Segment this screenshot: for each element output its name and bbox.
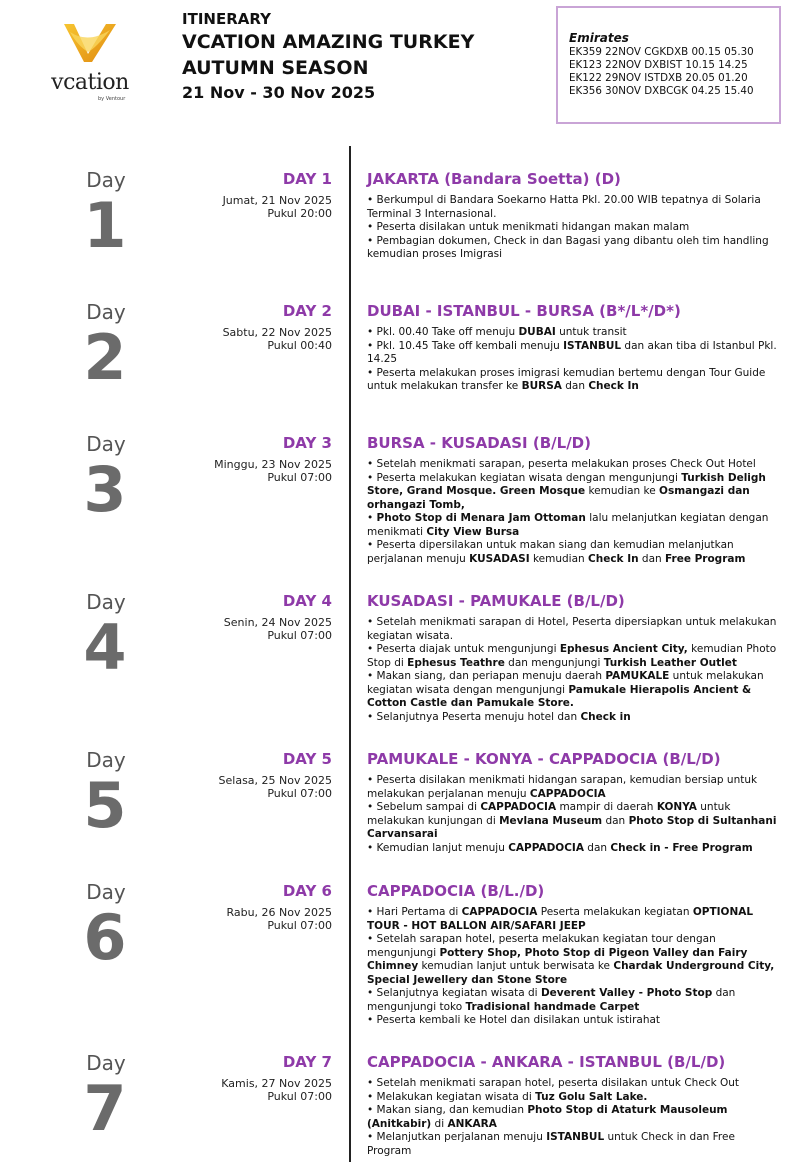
flight-line: EK122 29NOV ISTDXB 20.05 01.20 [569, 72, 748, 84]
day-title: CAPPADOCIA (B/L./D) [367, 882, 545, 900]
text: Setelah sarapan hotel, peserta melakukan kegiatan tour dengan mengunjungi [367, 933, 716, 959]
day-date-text: Rabu, 26 Nov 2025 [226, 906, 332, 919]
day-number: 7 [83, 1072, 127, 1145]
bold-text: Pamukale Hierapolis Ancient & Cotton Castle dan Pamukale Store. [367, 683, 752, 709]
bullet-item: • Peserta disilakan menikmati hidangan sarapan, kemudian bersiap untuk melakukan perjalanan menuju CAPPADOCIA [367, 774, 758, 800]
day-word: Day [86, 590, 126, 614]
day-label: DAY 1 [282, 170, 332, 188]
text: dan [583, 841, 611, 854]
text: Setelah menikmati sarapan hotel, peserta disilakan untuk Check Out [376, 1077, 740, 1089]
day-title: KUSADASI - PAMUKALE (B/L/D) [367, 592, 625, 610]
day-label: DAY 7 [282, 1053, 332, 1071]
text: di [431, 1117, 448, 1130]
text: Peserta disilakan untuk menikmati hidangan makan malam [376, 221, 690, 233]
text: untuk melakukan kunjungan di [367, 801, 731, 827]
text: Berkumpul di Bandara Soekarno Hatta Pkl. 20.00 WIB tepatnya di Solaria Terminal 3 Internasional. [367, 194, 761, 220]
day-title: CAPPADOCIA - ANKARA - ISTANBUL (B/L/D) [367, 1053, 726, 1071]
header-label: ITINERARY [182, 10, 271, 28]
day-time-text: Pukul 07:00 [267, 787, 332, 800]
day-label: DAY 6 [282, 882, 332, 900]
text: Peserta melakukan kegiatan wisata dengan mengunjungi [376, 471, 682, 484]
bold-text: Deverent Valley - Photo Stop [540, 987, 713, 999]
flight-line: EK356 30NOV DXBCGK 04.25 15.40 [569, 85, 754, 97]
text: untuk Check in dan Free Program [367, 1131, 735, 1157]
bullet-item: • Peserta melakukan proses imigrasi kemudian bertemu dengan Tour Guide untuk melakukan transfer ke BURSA dan Check In [367, 366, 766, 392]
text: Makan siang, dan periapan menuju daerah [376, 670, 606, 682]
day-date [221, 1077, 332, 1103]
bold-text: Chardak Underground City, Special Jewellery dan Stone Store [367, 960, 775, 986]
day-word: Day [86, 300, 126, 324]
day-label: DAY 4 [282, 592, 332, 610]
bold-text: Ephesus Ancient City, [559, 643, 688, 655]
text: Peserta kembali ke Hotel dan disilakan untuk istirahat [376, 1014, 661, 1026]
header-title-line1: VCATION AMAZING TURKEY [182, 31, 475, 53]
bullet-item: • Pkl. 10.45 Take off kembali menuju ISTANBUL dan akan tiba di Istanbul Pkl. 14.25 [367, 339, 777, 365]
bullet-item: • Makan siang, dan kemudian Photo Stop di Ataturk Mausoleum (Anitkabir) di ANKARA [367, 1104, 728, 1130]
day-word: Day [86, 168, 126, 192]
bullet-item: • Pembagian dokumen, Check in dan Bagasi yang dibantu oleh tim handling kemudian proses Imigrasi [367, 234, 769, 260]
bullet-item: • Makan siang, dan periapan menuju daerah PAMUKALE untuk melakukan kegiatan wisata dengan mengunjungi Pamukale Hierapolis Ancient & Cotton Castle dan Pamukale Store. [367, 670, 764, 709]
airline-name: Emirates [569, 31, 629, 45]
header-title-line2: AUTUMN SEASON [182, 57, 369, 79]
bullet-item: • Hari Pertama di CAPPADOCIA Peserta melakukan kegiatan OPTIONAL TOUR - HOT BALLON AIR/SAFARI JEEP [367, 906, 754, 932]
day-date [226, 906, 332, 932]
day-details [367, 458, 782, 566]
text: kemudian [529, 552, 589, 565]
day-word: Day [86, 880, 126, 904]
bold-text: KUSADASI [469, 552, 530, 565]
logo-wordmark: vcation [51, 70, 129, 95]
day-time-text: Pukul 07:00 [267, 629, 332, 642]
bold-text: OPTIONAL TOUR - HOT BALLON AIR/SAFARI JEEP [367, 906, 754, 932]
day-date [214, 458, 332, 484]
bold-text: CAPPADOCIA [461, 906, 538, 918]
bullet-item: • Kemudian lanjut menuju CAPPADOCIA dan Check in - Free Program [367, 841, 753, 854]
text: Pkl. 00.40 Take off menuju [376, 326, 519, 338]
itinerary-header [182, 10, 542, 104]
day-date [223, 194, 332, 220]
bold-text: Check in - Free Program [610, 841, 753, 854]
text: dan [638, 552, 666, 565]
text: Makan siang, dan kemudian [376, 1104, 528, 1116]
bullet-item: • Peserta kembali ke Hotel dan disilakan untuk istirahat [367, 1014, 661, 1026]
bold-text: Tuz Golu Salt Lake. [535, 1090, 648, 1103]
day-date [219, 774, 332, 800]
text: Sebelum sampai di [376, 801, 481, 813]
text: Hari Pertama di [376, 906, 462, 918]
text: Selanjutnya kegiatan wisata di [376, 987, 541, 999]
bold-text: Pottery Shop, Photo Stop di Pigeon Valley dan Fairy Chimney [367, 946, 748, 972]
bold-text: CAPPADOCIA [529, 787, 606, 800]
day-number: 2 [83, 321, 127, 394]
day-details [367, 1077, 782, 1158]
day-title: PAMUKALE - KONYA - CAPPADOCIA (B/L/D) [367, 750, 721, 768]
text: dan akan tiba di Istanbul Pkl. 14.25 [367, 339, 777, 365]
bold-text: Mevlana Museum [499, 814, 603, 827]
bold-text: DUBAI [518, 326, 556, 338]
text: dan [561, 380, 589, 392]
bullet-item: • Peserta melakukan kegiatan wisata dengan mengunjungi Turkish Deligh Store, Grand Mosque. Green Mosque kemudian ke Osmangazi dan orhangazi Tomb, [367, 471, 766, 511]
text: lalu melanjutkan kegiatan dengan menikmati [367, 512, 769, 538]
text: kemudian lanjut untuk berwisata ke [418, 960, 614, 972]
header-dates: 21 Nov - 30 Nov 2025 [182, 83, 376, 102]
text: untuk melakukan kegiatan wisata dengan mengunjungi [367, 670, 764, 696]
bullet-item: • Setelah menikmati sarapan, peserta melakukan proses Check Out Hotel [367, 458, 756, 470]
text: dan [602, 814, 629, 827]
text: Pembagian dokumen, Check in dan Bagasi yang dibantu oleh tim handling kemudian proses Imigrasi [367, 234, 769, 260]
bullet-item: • Sebelum sampai di CAPPADOCIA mampir di daerah KONYA untuk melakukan kunjungan di Mevlana Museum dan Photo Stop di Sultanhani Carvansarai [367, 801, 777, 840]
text: Peserta disilakan menikmati hidangan sarapan, kemudian bersiap untuk melakukan perjalanan menuju [367, 774, 758, 800]
day-date-text: Kamis, 27 Nov 2025 [221, 1077, 332, 1090]
day-date-text: Selasa, 25 Nov 2025 [218, 774, 332, 787]
bullet-item: • Melanjutkan perjalanan menuju ISTANBUL untuk Check in dan Free Program [367, 1131, 735, 1157]
day-date-text: Minggu, 23 Nov 2025 [214, 458, 332, 471]
bullet-item: • Selanjutnya kegiatan wisata di Deverent Valley - Photo Stop dan mengunjungi toko Tradisional handmade Carpet [367, 987, 736, 1013]
timeline-divider [349, 146, 351, 1162]
day-date [224, 616, 332, 642]
bold-text: Check In [588, 380, 639, 392]
brand-logo [40, 18, 140, 108]
bullet-item: • Photo Stop di Menara Jam Ottoman lalu melanjutkan kegiatan dengan menikmati City View Bursa [367, 512, 769, 538]
text: kemudian Photo Stop di [367, 643, 777, 669]
bold-text: Tradisional handmade Carpet [465, 1000, 640, 1013]
day-title: BURSA - KUSADASI (B/L/D) [367, 434, 591, 452]
day-time-text: Pukul 20:00 [267, 207, 332, 220]
bullet-item: • Setelah sarapan hotel, peserta melakukan kegiatan tour dengan mengunjungi Pottery Shop, Photo Stop di Pigeon Valley dan Fairy Chimney kemudian lanjut untuk berwisata ke Chardak Underground City, Special Jewellery dan Stone Store [367, 933, 775, 986]
day-label: DAY 3 [282, 434, 332, 452]
text: dan mengunjungi [504, 656, 604, 669]
bullet-item: • Selanjutnya Peserta menuju hotel dan Check in [367, 710, 631, 723]
day-word: Day [86, 748, 126, 772]
bold-text: City View Bursa [426, 525, 520, 538]
text: Peserta diajak untuk mengunjungi [376, 643, 560, 655]
bullet-item: • Berkumpul di Bandara Soekarno Hatta Pkl. 20.00 WIB tepatnya di Solaria Terminal 3 Internasional. [367, 194, 761, 220]
day-details [367, 616, 782, 724]
text: dan mengunjungi toko [367, 987, 736, 1013]
day-time-text: Pukul 07:00 [267, 471, 332, 484]
bold-text: Photo Stop di Sultanhani Carvansarai [367, 814, 777, 840]
bullet-item: • Peserta diajak untuk mengunjungi Ephesus Ancient City, kemudian Photo Stop di Ephesus Teathre dan mengunjungi Turkish Leather Outlet [367, 643, 777, 669]
bold-text: Photo Stop di Ataturk Mausoleum (Anitkabir) [367, 1104, 728, 1130]
flight-info-box [556, 6, 781, 124]
text: Kemudian lanjut menuju [376, 841, 509, 854]
bold-text: CAPPADOCIA [480, 801, 557, 813]
logo-v-icon [40, 18, 140, 74]
day-number: 6 [83, 901, 127, 974]
bold-text: Check In [588, 552, 639, 565]
day-details [367, 906, 782, 1028]
day-number: 1 [83, 189, 127, 262]
text: kemudian ke [585, 485, 660, 497]
day-word: Day [86, 1051, 126, 1075]
day-time-text: Pukul 00:40 [267, 339, 332, 352]
bold-text: Photo Stop di Menara Jam Ottoman [376, 512, 586, 524]
bold-text: ISTANBUL [563, 339, 622, 352]
day-number: 3 [83, 453, 127, 526]
day-details [367, 326, 782, 394]
day-number: 5 [83, 769, 127, 842]
day-title: JAKARTA (Bandara Soetta) (D) [367, 170, 621, 188]
text: untuk transit [555, 326, 627, 338]
day-date [223, 326, 332, 352]
bold-text: PAMUKALE [605, 670, 670, 682]
text: Melanjutkan perjalanan menuju [376, 1131, 547, 1143]
day-date-text: Sabtu, 22 Nov 2025 [222, 326, 332, 339]
day-time-text: Pukul 07:00 [267, 1090, 332, 1103]
text: Melakukan kegiatan wisata di [376, 1090, 536, 1103]
day-details [367, 194, 782, 262]
bold-text: Osmangazi dan orhangazi Tomb, [367, 485, 750, 511]
bold-text: Turkish Deligh Store, Grand Mosque. Green Mosque [367, 471, 766, 497]
text: Selanjutnya Peserta menuju hotel dan [376, 710, 581, 723]
bold-text: Free Program [665, 552, 746, 565]
text: Pkl. 10.45 Take off kembali menuju [376, 339, 564, 352]
bold-text: Ephesus Teathre [407, 656, 505, 669]
text: mampir di daerah [556, 801, 657, 813]
day-time-text: Pukul 07:00 [267, 919, 332, 932]
day-label: DAY 5 [282, 750, 332, 768]
bullet-item: • Peserta disilakan untuk menikmati hidangan makan malam [367, 221, 690, 233]
day-word: Day [86, 432, 126, 456]
bold-text: Check in [580, 710, 631, 723]
flight-line: EK359 22NOV CGKDXB 00.15 05.30 [569, 46, 754, 58]
bold-text: BURSA [521, 380, 562, 392]
text: Peserta melakukan proses imigrasi kemudian bertemu dengan Tour Guide untuk melakukan transfer ke [367, 366, 766, 392]
day-label: DAY 2 [282, 302, 332, 320]
bullet-item: • Setelah menikmati sarapan hotel, peserta disilakan untuk Check Out [367, 1077, 740, 1089]
bullet-item: • Peserta dipersilakan untuk makan siang dan kemudian melanjutkan perjalanan menuju KUSADASI kemudian Check In dan Free Program [367, 539, 746, 565]
bold-text: ANKARA [447, 1117, 497, 1130]
day-number: 4 [83, 611, 127, 684]
text: Peserta melakukan kegiatan [537, 906, 693, 918]
day-title: DUBAI - ISTANBUL - BURSA (B*/L*/D*) [367, 302, 681, 320]
text: Setelah menikmati sarapan di Hotel, Peserta dipersiapkan untuk melakukan kegiatan wisata. [367, 616, 777, 642]
text: Peserta dipersilakan untuk makan siang dan kemudian melanjutkan perjalanan menuju [367, 539, 734, 565]
day-date-text: Senin, 24 Nov 2025 [223, 616, 332, 629]
bullet-item: • Setelah menikmati sarapan di Hotel, Peserta dipersiapkan untuk melakukan kegiatan wisata. [367, 616, 777, 642]
day-date-text: Jumat, 21 Nov 2025 [222, 194, 332, 207]
logo-subtext: by Ventour [98, 96, 126, 102]
text: Setelah menikmati sarapan, peserta melakukan proses Check Out Hotel [376, 458, 756, 470]
bullet-item: • Melakukan kegiatan wisata di Tuz Golu Salt Lake. [367, 1090, 648, 1103]
bullet-item: • Pkl. 00.40 Take off menuju DUBAI untuk transit [367, 326, 627, 338]
bold-text: CAPPADOCIA [508, 841, 584, 854]
day-details [367, 774, 782, 855]
bold-text: KONYA [656, 801, 697, 813]
bold-text: Turkish Leather Outlet [603, 656, 737, 669]
flight-line: EK123 22NOV DXBIST 10.15 14.25 [569, 59, 748, 71]
bold-text: ISTANBUL [546, 1131, 605, 1143]
